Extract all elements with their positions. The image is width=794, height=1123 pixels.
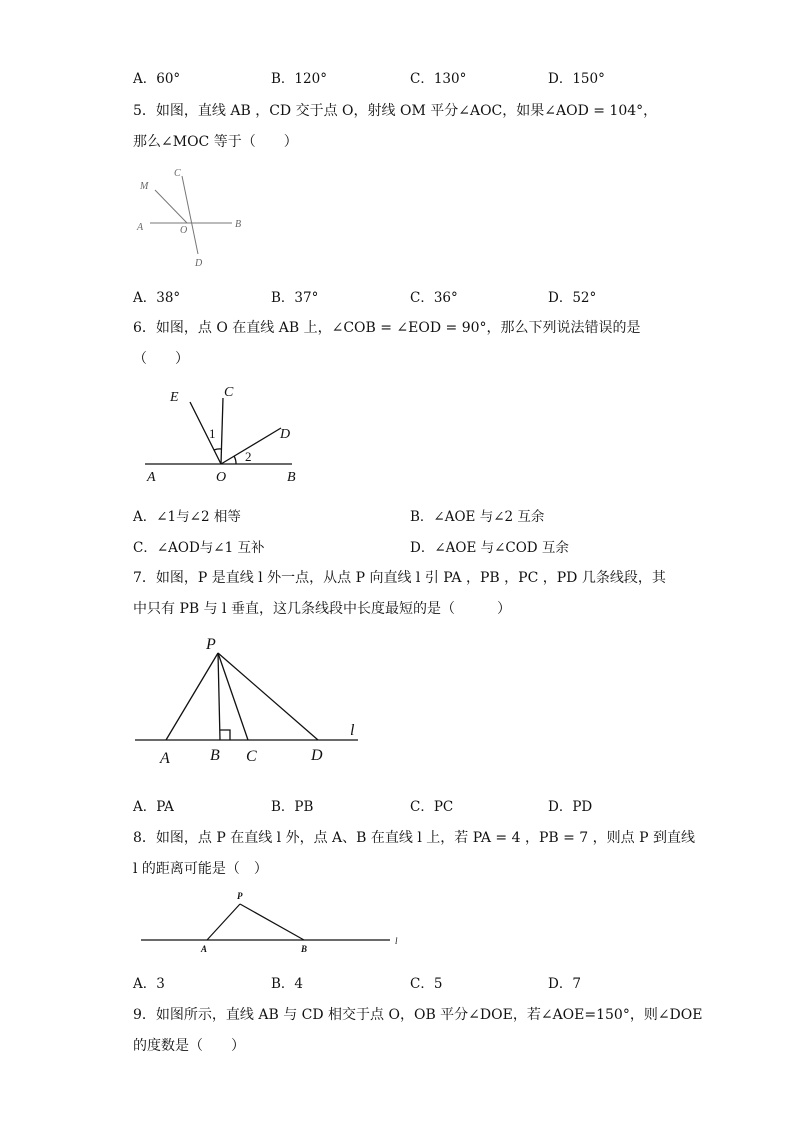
q6-label-o: O: [216, 470, 227, 485]
q7-stem-line2: 中只有 PB 与 l 垂直，这几条线段中长度最短的是（ ）: [133, 601, 511, 617]
q8-segment-pa: [207, 904, 240, 940]
q7-right-angle-mark: [220, 730, 230, 740]
q6-label-a: A: [147, 470, 156, 485]
q8-option-d: D．7: [548, 976, 581, 992]
q6-label-c: C: [224, 385, 234, 400]
q5-line-cd: [182, 176, 198, 254]
q8-figure: [135, 885, 415, 960]
q5-option-c: C．36°: [410, 290, 458, 306]
q7-label-l: l: [350, 722, 355, 739]
q6-option-c: C．∠AOD与∠1 互补: [133, 540, 265, 556]
q6-stem-line1: 6．如图，点 O 在直线 AB 上，∠COB = ∠EOD = 90°，那么下列说法错误的是: [133, 320, 641, 336]
q5-label-a: A: [137, 222, 144, 233]
q7-label-p: P: [206, 636, 216, 653]
q5-stem-line1: 5．如图，直线 AB ，CD 交于点 O，射线 OM 平分∠AOC，如果∠AOD = 104°，: [133, 103, 658, 119]
q5-label-d: D: [195, 258, 203, 269]
q7-figure: [130, 630, 370, 770]
q7-option-d: D．PD: [548, 799, 593, 815]
q5-label-m: M: [140, 181, 149, 192]
q5-figure: [130, 160, 260, 270]
q8-option-b: B．4: [271, 976, 304, 992]
q4-option-c: C．130°: [410, 71, 467, 87]
q9-stem-line1: 9．如图所示，直线 AB 与 CD 相交于点 O，OB 平分∠DOE，若∠AOE=150°，则∠DOE: [133, 1007, 703, 1023]
q6-angle-1-arc: [214, 449, 222, 450]
q8-label-b: B: [301, 944, 308, 954]
q7-segment-pb: [218, 653, 220, 740]
q5-option-b: B．37°: [271, 290, 319, 306]
q8-label-l: l: [395, 936, 398, 946]
q7-label-a: A: [160, 750, 170, 767]
q8-label-a: A: [201, 944, 208, 954]
q6-option-d: D．∠AOE 与∠COD 互余: [410, 540, 569, 556]
q8-option-a: A．3: [133, 976, 165, 992]
q8-label-p: P: [237, 891, 243, 901]
q6-label-e: E: [170, 390, 179, 405]
q7-option-c: C．PC: [410, 799, 454, 815]
q7-segment-pa: [166, 653, 218, 740]
q6-option-a: A．∠1与∠2 相等: [133, 509, 241, 525]
q7-option-a: A．PA: [133, 799, 174, 815]
q5-option-d: D．52°: [548, 290, 597, 306]
q7-label-c: C: [246, 748, 257, 765]
q4-option-d: D．150°: [548, 71, 605, 87]
q6-ray-oe: [190, 402, 221, 464]
q5-option-a: A．38°: [133, 290, 181, 306]
q8-stem-line2: l 的距离可能是（ ）: [133, 861, 268, 877]
q6-label-2: 2: [245, 449, 252, 464]
q8-option-c: C．5: [410, 976, 443, 992]
q7-label-d: D: [311, 747, 323, 764]
q8-stem-line1: 8．如图，点 P 在直线 l 外，点 A、B 在直线 l 上，若 PA = 4 ，PB = 7 ，则点 P 到直线: [133, 830, 695, 846]
q8-segment-pb: [240, 904, 304, 940]
q6-label-1: 1: [209, 426, 216, 441]
q6-label-d: D: [280, 427, 291, 442]
q9-stem-line2: 的度数是（ ）: [133, 1038, 245, 1054]
q6-stem-line2: （ ）: [133, 351, 189, 367]
q5-label-o: O: [180, 225, 188, 236]
q5-label-c: C: [174, 168, 181, 179]
q7-label-b: B: [210, 747, 220, 764]
q6-option-b: B．∠AOE 与∠2 互余: [410, 509, 545, 525]
q5-label-b: B: [235, 219, 242, 230]
q6-ray-oc: [221, 398, 223, 464]
q7-stem-line1: 7．如图，P 是直线 l 外一点，从点 P 向直线 l 引 PA ，PB ，PC ，PD 几条线段，其: [133, 570, 666, 586]
q6-figure: [140, 378, 310, 488]
q5-ray-om: [155, 190, 187, 223]
q6-label-b: B: [287, 470, 296, 485]
q4-option-a: A．60°: [133, 71, 181, 87]
q7-option-b: B．PB: [271, 799, 314, 815]
q4-option-b: B．120°: [271, 71, 327, 87]
q6-angle-2-arc: [234, 456, 236, 464]
q5-stem-line2: 那么∠MOC 等于（ ）: [133, 134, 298, 150]
